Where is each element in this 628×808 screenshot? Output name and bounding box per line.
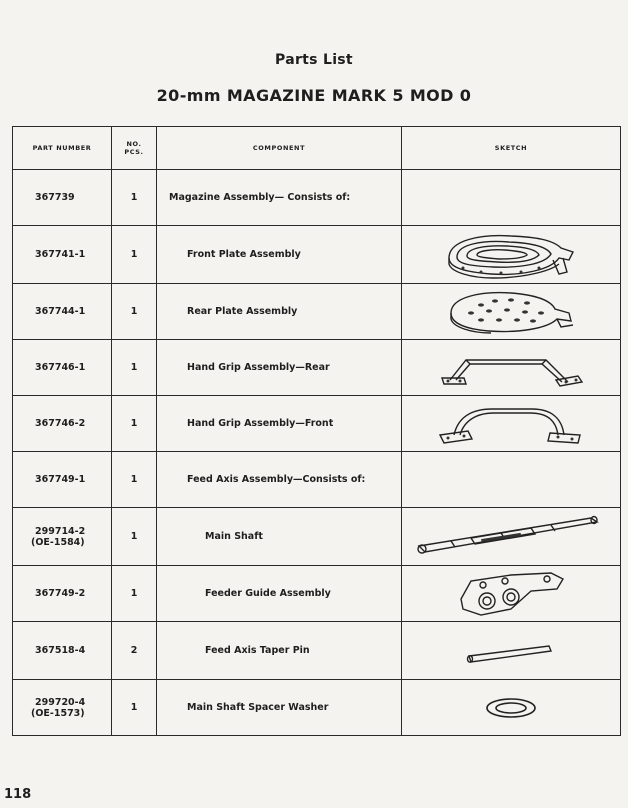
qty-cell: 1 [112,566,157,622]
qty-cell: 1 [112,508,157,566]
qty-cell: 1 [112,284,157,340]
parts-table [12,126,621,736]
table-row [13,284,621,340]
component-cell: Main Shaft [157,508,402,566]
page-subtitle: 20-mm MAGAZINE MARK 5 MOD 0 [156,86,472,105]
qty-cell: 1 [112,170,157,226]
part-number-cell: 367746-2 [13,396,112,452]
spacer-washer-icon [476,693,546,723]
component-cell: Magazine Assembly— Consists of: [157,170,402,226]
part-number-cell: 367746-1 [13,340,112,396]
sketch-cell [402,170,621,226]
component-cell: Main Shaft Spacer Washer [157,680,402,736]
hand-grip-front-icon [436,401,586,447]
column-header-qty: NO. PCS. [112,127,157,170]
sketch-cell [402,340,621,396]
qty-cell: 2 [112,622,157,680]
sketch-cell [402,226,621,284]
qty-cell: 1 [112,226,157,284]
qty-cell: 1 [112,396,157,452]
table-row [13,396,621,452]
page-title: Parts List [275,52,353,68]
part-number-cell: 299714-2 (OE-1584) [13,508,112,566]
part-number-cell: 367739 [13,170,112,226]
sketch-cell [402,680,621,736]
taper-pin-icon [461,636,561,666]
sketch-cell [402,566,621,622]
table-row [13,508,621,566]
column-header-component: COMPONENT [157,127,402,170]
component-cell: Hand Grip Assembly—Front [157,396,402,452]
table-row [13,680,621,736]
sketch-cell [402,396,621,452]
part-number-cell: 367744-1 [13,284,112,340]
feeder-guide-icon [451,569,571,619]
sketch-cell [402,284,621,340]
column-header-sketch: SKETCH [402,127,621,170]
table-header-row [13,127,621,170]
component-cell: Feed Axis Taper Pin [157,622,402,680]
qty-cell: 1 [112,452,157,508]
component-cell: Front Plate Assembly [157,226,402,284]
table-row [13,170,621,226]
table-row [13,226,621,284]
qty-cell: 1 [112,340,157,396]
part-number-cell: 299720-4 (OE-1573) [13,680,112,736]
sketch-cell [402,452,621,508]
part-number-cell: 367749-2 [13,566,112,622]
component-cell: Hand Grip Assembly—Rear [157,340,402,396]
table-row [13,452,621,508]
rear-plate-icon [441,287,581,337]
part-number-cell: 367518-4 [13,622,112,680]
front-plate-icon [441,230,581,280]
column-header-part-number: PART NUMBER [13,127,112,170]
table-row [13,622,621,680]
main-shaft-icon [411,512,611,562]
page-number: 118 [4,787,32,802]
part-number-cell: 367749-1 [13,452,112,508]
qty-cell: 1 [112,680,157,736]
table-row [13,340,621,396]
table-row [13,566,621,622]
component-cell: Feeder Guide Assembly [157,566,402,622]
component-cell: Feed Axis Assembly—Consists of: [157,452,402,508]
sketch-cell [402,508,621,566]
component-cell: Rear Plate Assembly [157,284,402,340]
part-number-cell: 367741-1 [13,226,112,284]
sketch-cell [402,622,621,680]
hand-grip-rear-icon [436,346,586,390]
